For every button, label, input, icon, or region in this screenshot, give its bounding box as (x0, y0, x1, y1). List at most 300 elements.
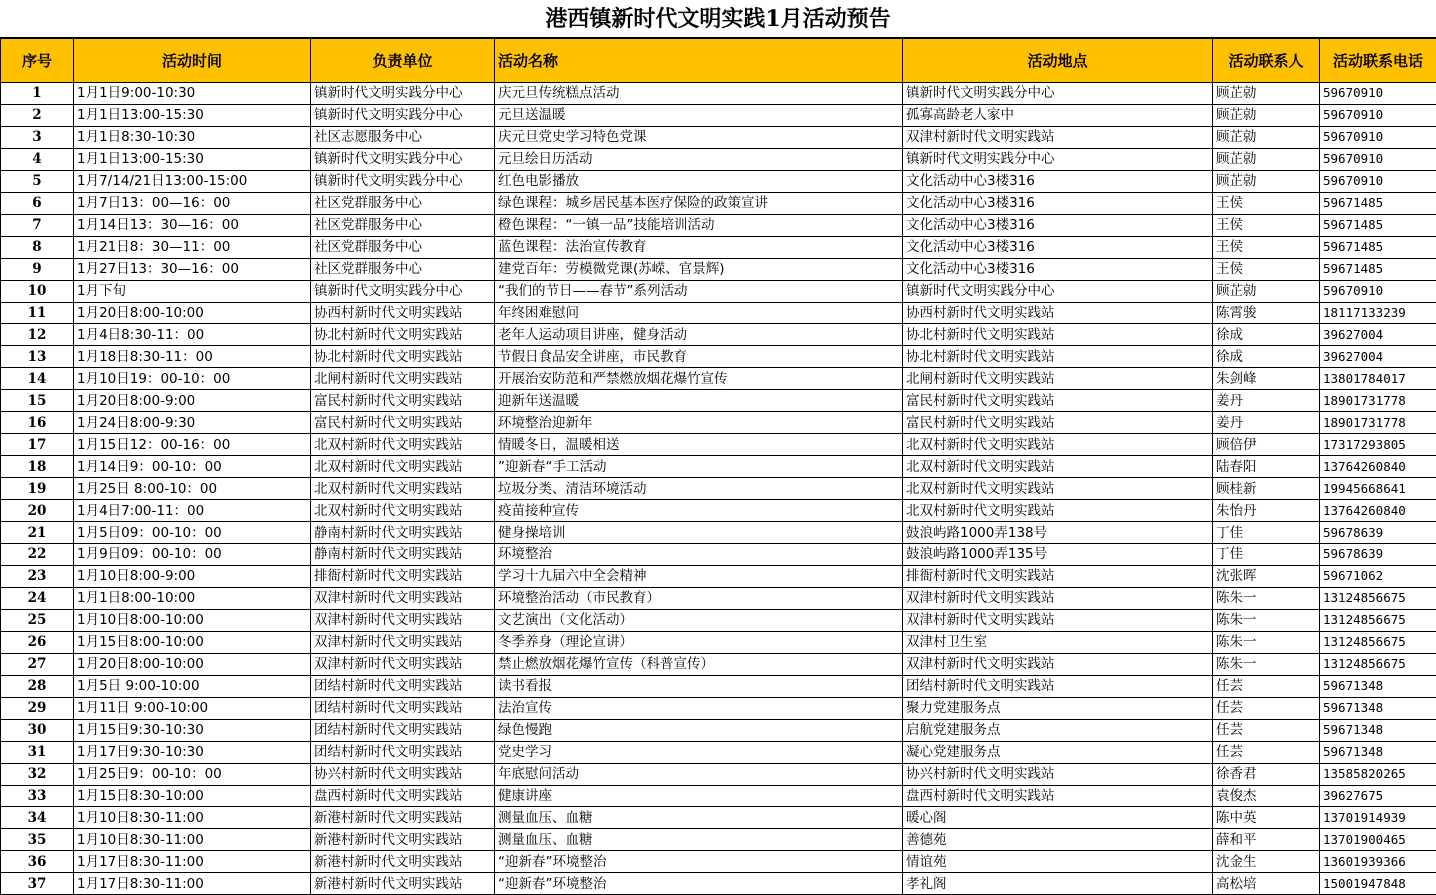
row-index-cell[interactable]: 4 (1, 148, 74, 170)
activity-location-cell[interactable]: 镇新时代文明实践分中心 (903, 280, 1213, 302)
activity-table (0, 38, 1436, 895)
activity-time-cell[interactable]: 1月25日 8:00-10：00 (74, 478, 311, 500)
contact-phone-cell[interactable]: 13701900465 (1320, 829, 1436, 851)
contact-person-cell[interactable]: 丁佳 (1213, 522, 1320, 544)
activity-time-cell[interactable]: 1月20日8:00-9:00 (74, 390, 311, 412)
activity-location-cell[interactable]: 文化活动中心3楼316 (903, 236, 1213, 258)
activity-time-cell[interactable]: 1月14日13：30—16：00 (74, 214, 311, 236)
contact-person-cell[interactable]: 顾芷勍 (1213, 170, 1320, 192)
responsible-unit-cell[interactable]: 北双村新时代文明实践站 (311, 500, 495, 522)
contact-person-cell[interactable]: 任芸 (1213, 697, 1320, 719)
row-index-cell[interactable]: 19 (1, 478, 74, 500)
contact-person-cell[interactable]: 任芸 (1213, 719, 1320, 741)
activity-location-cell[interactable]: 团结村新时代文明实践站 (903, 675, 1213, 697)
activity-location-cell[interactable]: 双津村新时代文明实践站 (903, 609, 1213, 631)
table-row (1, 324, 1436, 346)
contact-phone-cell[interactable]: 59671348 (1320, 697, 1436, 719)
activity-location-cell[interactable]: 双津村新时代文明实践站 (903, 587, 1213, 609)
activity-time-cell[interactable]: 1月1日8:30-10:30 (74, 126, 311, 148)
row-index-cell[interactable]: 15 (1, 390, 74, 412)
activity-location-cell[interactable]: 鼓浪屿路1000弄135号 (903, 544, 1213, 566)
activity-name-cell[interactable]: 蓝色课程：法治宣传教育 (495, 236, 903, 258)
row-index-cell[interactable]: 21 (1, 522, 74, 544)
contact-phone-cell[interactable]: 59670910 (1320, 104, 1436, 126)
activity-time-cell[interactable]: 1月17日9:30-10:30 (74, 741, 311, 763)
responsible-unit-cell[interactable]: 双津村新时代文明实践站 (311, 653, 495, 675)
activity-location-cell[interactable]: 文化活动中心3楼316 (903, 258, 1213, 280)
responsible-unit-cell[interactable]: 富民村新时代文明实践站 (311, 390, 495, 412)
contact-phone-cell[interactable]: 39627004 (1320, 324, 1436, 346)
activity-time-cell[interactable]: 1月5日 9:00-10:00 (74, 675, 311, 697)
contact-person-cell[interactable]: 陆春阳 (1213, 456, 1320, 478)
activity-name-cell[interactable]: 健身操培训 (495, 522, 903, 544)
activity-location-cell[interactable]: 启航党建服务点 (903, 719, 1213, 741)
responsible-unit-cell[interactable]: 社区志愿服务中心 (311, 126, 495, 148)
contact-person-cell[interactable]: 顾桂新 (1213, 478, 1320, 500)
contact-phone-cell[interactable]: 13801784017 (1320, 368, 1436, 390)
row-index-cell[interactable]: 2 (1, 104, 74, 126)
table-row (1, 500, 1436, 522)
activity-location-cell[interactable]: 文化活动中心3楼316 (903, 192, 1213, 214)
contact-person-cell[interactable]: 顾芷勍 (1213, 126, 1320, 148)
activity-name-cell[interactable]: 庆元旦党史学习特色党课 (495, 126, 903, 148)
responsible-unit-cell[interactable]: 双津村新时代文明实践站 (311, 631, 495, 653)
contact-phone-cell[interactable]: 18901731778 (1320, 390, 1436, 412)
table-row (1, 302, 1436, 324)
contact-phone-cell[interactable]: 13585820265 (1320, 763, 1436, 785)
contact-person-cell[interactable]: 朱怡丹 (1213, 500, 1320, 522)
contact-person-cell[interactable]: 顾芷勍 (1213, 83, 1320, 105)
activity-name-cell[interactable]: 党史学习 (495, 741, 903, 763)
row-index-cell[interactable]: 13 (1, 346, 74, 368)
row-index-cell[interactable]: 18 (1, 456, 74, 478)
contact-person-cell[interactable]: 姜丹 (1213, 412, 1320, 434)
table-row (1, 258, 1436, 280)
contact-phone-cell[interactable]: 17317293805 (1320, 434, 1436, 456)
activity-location-cell[interactable]: 北双村新时代文明实践站 (903, 434, 1213, 456)
activity-name-cell[interactable]: 庆元旦传统糕点活动 (495, 83, 903, 105)
contact-person-cell[interactable]: 袁俊杰 (1213, 785, 1320, 807)
activity-time-cell[interactable]: 1月27日13：30—16：00 (74, 258, 311, 280)
contact-phone-cell[interactable]: 59670910 (1320, 83, 1436, 105)
activity-time-cell[interactable]: 1月10日8:30-11:00 (74, 807, 311, 829)
activity-location-cell[interactable]: 北双村新时代文明实践站 (903, 478, 1213, 500)
responsible-unit-cell[interactable]: 新港村新时代文明实践站 (311, 807, 495, 829)
activity-location-cell[interactable]: 凝心党建服务点 (903, 741, 1213, 763)
activity-time-cell[interactable]: 1月20日8:00-10:00 (74, 302, 311, 324)
contact-phone-cell[interactable]: 59671485 (1320, 236, 1436, 258)
activity-time-cell[interactable]: 1月10日19：00-10：00 (74, 368, 311, 390)
responsible-unit-cell[interactable]: 协北村新时代文明实践站 (311, 346, 495, 368)
contact-person-cell[interactable]: 沈金生 (1213, 851, 1320, 873)
responsible-unit-cell[interactable]: 社区党群服务中心 (311, 258, 495, 280)
responsible-unit-cell[interactable]: 团结村新时代文明实践站 (311, 719, 495, 741)
activity-time-cell[interactable]: 1月4日7:00-11：00 (74, 500, 311, 522)
activity-location-cell[interactable]: 鼓浪屿路1000弄138号 (903, 522, 1213, 544)
activity-location-cell[interactable]: 双津村新时代文明实践站 (903, 126, 1213, 148)
activity-name-cell[interactable]: 红色电影播放 (495, 170, 903, 192)
table-row (1, 456, 1436, 478)
activity-name-cell[interactable]: 学习十九届六中全会精神 (495, 565, 903, 587)
activity-time-cell[interactable]: 1月11日 9:00-10:00 (74, 697, 311, 719)
row-index-cell[interactable]: 20 (1, 500, 74, 522)
table-row (1, 763, 1436, 785)
responsible-unit-cell[interactable]: 团结村新时代文明实践站 (311, 675, 495, 697)
responsible-unit-cell[interactable]: 镇新时代文明实践分中心 (311, 83, 495, 105)
contact-person-cell[interactable]: 高松培 (1213, 873, 1320, 895)
table-row (1, 653, 1436, 675)
contact-person-cell[interactable]: 王侯 (1213, 192, 1320, 214)
activity-location-cell[interactable]: 协西村新时代文明实践站 (903, 302, 1213, 324)
activity-time-cell[interactable]: 1月5日09：00-10：00 (74, 522, 311, 544)
activity-location-cell[interactable]: 北闸村新时代文明实践站 (903, 368, 1213, 390)
contact-person-cell[interactable]: 顾芷勍 (1213, 280, 1320, 302)
activity-location-cell[interactable]: 富民村新时代文明实践站 (903, 412, 1213, 434)
contact-person-cell[interactable]: 王侯 (1213, 258, 1320, 280)
activity-time-cell[interactable]: 1月17日8:30-11:00 (74, 851, 311, 873)
row-index-cell[interactable]: 8 (1, 236, 74, 258)
activity-time-cell[interactable]: 1月21日8：30—11：00 (74, 236, 311, 258)
table-body (1, 83, 1436, 895)
contact-phone-cell[interactable]: 18117133239 (1320, 302, 1436, 324)
table-row (1, 719, 1436, 741)
row-index-cell[interactable]: 25 (1, 609, 74, 631)
activity-name-cell[interactable]: 测量血压、血糖 (495, 829, 903, 851)
row-index-cell[interactable]: 26 (1, 631, 74, 653)
table-row (1, 807, 1436, 829)
activity-time-cell[interactable]: 1月1日13:00-15:30 (74, 104, 311, 126)
contact-phone-cell[interactable]: 39627004 (1320, 346, 1436, 368)
row-index-cell[interactable]: 5 (1, 170, 74, 192)
contact-person-cell[interactable]: 徐成 (1213, 346, 1320, 368)
row-index-cell[interactable]: 3 (1, 126, 74, 148)
contact-person-cell[interactable]: 朱剑峰 (1213, 368, 1320, 390)
contact-person-cell[interactable]: 徐成 (1213, 324, 1320, 346)
table-row (1, 478, 1436, 500)
contact-person-cell[interactable]: 陈中英 (1213, 807, 1320, 829)
activity-name-cell[interactable]: 环境整治活动（市民教育） (495, 587, 903, 609)
responsible-unit-cell[interactable]: 协兴村新时代文明实践站 (311, 763, 495, 785)
row-index-cell[interactable]: 17 (1, 434, 74, 456)
col-header-location[interactable]: 活动地点 (903, 39, 1213, 83)
row-index-cell[interactable]: 7 (1, 214, 74, 236)
table-row (1, 346, 1436, 368)
contact-person-cell[interactable]: 任芸 (1213, 741, 1320, 763)
responsible-unit-cell[interactable]: 镇新时代文明实践分中心 (311, 280, 495, 302)
responsible-unit-cell[interactable]: 镇新时代文明实践分中心 (311, 104, 495, 126)
contact-phone-cell[interactable]: 13124856675 (1320, 631, 1436, 653)
activity-time-cell[interactable]: 1月10日8:30-11:00 (74, 829, 311, 851)
table-row (1, 368, 1436, 390)
activity-time-cell[interactable]: 1月1日13:00-15:30 (74, 148, 311, 170)
table-row (1, 829, 1436, 851)
contact-phone-cell[interactable]: 59671348 (1320, 741, 1436, 763)
activity-name-cell[interactable]: 元旦送温暖 (495, 104, 903, 126)
activity-name-cell[interactable]: 垃圾分类、清洁环境活动 (495, 478, 903, 500)
activity-time-cell[interactable]: 1月17日8:30-11:00 (74, 873, 311, 895)
responsible-unit-cell[interactable]: 镇新时代文明实践分中心 (311, 170, 495, 192)
contact-person-cell[interactable]: 陈朱一 (1213, 609, 1320, 631)
contact-person-cell[interactable]: 王侯 (1213, 236, 1320, 258)
activity-name-cell[interactable]: 冬季养身（理论宣讲） (495, 631, 903, 653)
activity-name-cell[interactable]: 迎新年送温暖 (495, 390, 903, 412)
activity-time-cell[interactable]: 1月24日8:00-9:30 (74, 412, 311, 434)
responsible-unit-cell[interactable]: 团结村新时代文明实践站 (311, 697, 495, 719)
table-row (1, 609, 1436, 631)
activity-location-cell[interactable]: 协北村新时代文明实践站 (903, 324, 1213, 346)
contact-phone-cell[interactable]: 13764260840 (1320, 500, 1436, 522)
row-index-cell[interactable]: 14 (1, 368, 74, 390)
activity-time-cell[interactable]: 1月4日8:30-11：00 (74, 324, 311, 346)
activity-location-cell[interactable]: 孝礼阁 (903, 873, 1213, 895)
contact-phone-cell[interactable]: 59670910 (1320, 126, 1436, 148)
activity-name-cell[interactable]: 禁止燃放烟花爆竹宣传（科普宣传） (495, 653, 903, 675)
activity-name-cell[interactable]: 绿色课程：城乡居民基本医疗保险的政策宣讲 (495, 192, 903, 214)
activity-name-cell[interactable]: 环境整治迎新年 (495, 412, 903, 434)
activity-time-cell[interactable]: 1月10日8:00-9:00 (74, 565, 311, 587)
responsible-unit-cell[interactable]: 社区党群服务中心 (311, 214, 495, 236)
activity-time-cell[interactable]: 1月15日9:30-10:30 (74, 719, 311, 741)
responsible-unit-cell[interactable]: 团结村新时代文明实践站 (311, 741, 495, 763)
responsible-unit-cell[interactable]: 新港村新时代文明实践站 (311, 873, 495, 895)
activity-location-cell[interactable]: 双津村新时代文明实践站 (903, 653, 1213, 675)
activity-time-cell[interactable]: 1月1日9:00-10:30 (74, 83, 311, 105)
activity-name-cell[interactable]: “我们的节日——春节”系列活动 (495, 280, 903, 302)
sheet-title: 港西镇新时代文明实践1月活动预告 (0, 0, 1436, 38)
table-row (1, 675, 1436, 697)
responsible-unit-cell[interactable]: 协北村新时代文明实践站 (311, 324, 495, 346)
responsible-unit-cell[interactable]: 镇新时代文明实践分中心 (311, 148, 495, 170)
table-row (1, 697, 1436, 719)
activity-time-cell[interactable]: 1月14日9：00-10：00 (74, 456, 311, 478)
activity-time-cell[interactable]: 1月9日09：00-10：00 (74, 544, 311, 566)
activity-name-cell[interactable]: “迎新春”环境整治 (495, 851, 903, 873)
activity-time-cell[interactable]: 1月25日9：00-10：00 (74, 763, 311, 785)
contact-person-cell[interactable]: 丁佳 (1213, 544, 1320, 566)
col-header-time[interactable]: 活动时间 (74, 39, 311, 83)
row-index-cell[interactable]: 1 (1, 83, 74, 105)
row-index-cell[interactable]: 12 (1, 324, 74, 346)
activity-location-cell[interactable]: 暖心阁 (903, 807, 1213, 829)
activity-location-cell[interactable]: 盘西村新时代文明实践站 (903, 785, 1213, 807)
contact-person-cell[interactable]: 薛和平 (1213, 829, 1320, 851)
activity-name-cell[interactable]: 绿色慢跑 (495, 719, 903, 741)
activity-time-cell[interactable]: 1月15日8:00-10:00 (74, 631, 311, 653)
responsible-unit-cell[interactable]: 排衙村新时代文明实践站 (311, 565, 495, 587)
activity-time-cell[interactable]: 1月18日8:30-11：00 (74, 346, 311, 368)
responsible-unit-cell[interactable]: 北双村新时代文明实践站 (311, 456, 495, 478)
activity-location-cell[interactable]: 协兴村新时代文明实践站 (903, 763, 1213, 785)
activity-location-cell[interactable]: 排衙村新时代文明实践站 (903, 565, 1213, 587)
responsible-unit-cell[interactable]: 静南村新时代文明实践站 (311, 544, 495, 566)
header-row (1, 39, 1436, 83)
contact-person-cell[interactable]: 陈霄骏 (1213, 302, 1320, 324)
row-index-cell[interactable]: 36 (1, 851, 74, 873)
activity-location-cell[interactable]: 镇新时代文明实践分中心 (903, 148, 1213, 170)
contact-person-cell[interactable]: 顾芷勍 (1213, 148, 1320, 170)
activity-name-cell[interactable]: 文艺演出（文化活动） (495, 609, 903, 631)
contact-phone-cell[interactable]: 59678639 (1320, 522, 1436, 544)
activity-time-cell[interactable]: 1月7日13：00—16：00 (74, 192, 311, 214)
responsible-unit-cell[interactable]: 社区党群服务中心 (311, 236, 495, 258)
activity-name-cell[interactable]: 测量血压、血糖 (495, 807, 903, 829)
activity-time-cell[interactable]: 1月7/14/21日13:00-15:00 (74, 170, 311, 192)
contact-phone-cell[interactable]: 59670910 (1320, 170, 1436, 192)
activity-time-cell[interactable]: 1月15日12：00-16：00 (74, 434, 311, 456)
table-row (1, 873, 1436, 895)
responsible-unit-cell[interactable]: 盘西村新时代文明实践站 (311, 785, 495, 807)
contact-phone-cell[interactable]: 13764260840 (1320, 456, 1436, 478)
contact-person-cell[interactable]: 沈张晖 (1213, 565, 1320, 587)
responsible-unit-cell[interactable]: 双津村新时代文明实践站 (311, 609, 495, 631)
row-index-cell[interactable]: 10 (1, 280, 74, 302)
table-row (1, 434, 1436, 456)
contact-person-cell[interactable]: 姜丹 (1213, 390, 1320, 412)
activity-name-cell[interactable]: 建党百年：劳模微党课(苏嵘、官景辉) (495, 258, 903, 280)
row-index-cell[interactable]: 31 (1, 741, 74, 763)
table-row (1, 236, 1436, 258)
contact-phone-cell[interactable]: 59671348 (1320, 719, 1436, 741)
activity-name-cell[interactable]: 疫苗接种宣传 (495, 500, 903, 522)
responsible-unit-cell[interactable]: 静南村新时代文明实践站 (311, 522, 495, 544)
table-row (1, 544, 1436, 566)
row-index-cell[interactable]: 6 (1, 192, 74, 214)
col-header-activity[interactable]: 活动名称 (495, 39, 903, 83)
activity-location-cell[interactable]: 善德苑 (903, 829, 1213, 851)
activity-name-cell[interactable]: 法治宣传 (495, 697, 903, 719)
table-row (1, 390, 1436, 412)
row-index-cell[interactable]: 32 (1, 763, 74, 785)
activity-name-cell[interactable]: 橙色课程：“一镇一品”技能培训活动 (495, 214, 903, 236)
responsible-unit-cell[interactable]: 新港村新时代文明实践站 (311, 851, 495, 873)
col-header-index[interactable]: 序号 (1, 39, 74, 83)
contact-phone-cell[interactable]: 19945668641 (1320, 478, 1436, 500)
row-index-cell[interactable]: 16 (1, 412, 74, 434)
row-index-cell[interactable]: 27 (1, 653, 74, 675)
activity-name-cell[interactable]: 节假日食品安全讲座，市民教育 (495, 346, 903, 368)
activity-name-cell[interactable]: 开展治安防范和严禁燃放烟花爆竹宣传 (495, 368, 903, 390)
contact-phone-cell[interactable]: 59671062 (1320, 565, 1436, 587)
contact-phone-cell[interactable]: 59671485 (1320, 192, 1436, 214)
activity-time-cell[interactable]: 1月下旬 (74, 280, 311, 302)
row-index-cell[interactable]: 34 (1, 807, 74, 829)
table-row (1, 170, 1436, 192)
contact-person-cell[interactable]: 陈朱一 (1213, 631, 1320, 653)
row-index-cell[interactable]: 35 (1, 829, 74, 851)
responsible-unit-cell[interactable]: 社区党群服务中心 (311, 192, 495, 214)
col-header-unit[interactable]: 负责单位 (311, 39, 495, 83)
contact-person-cell[interactable]: 王侯 (1213, 214, 1320, 236)
row-index-cell[interactable]: 29 (1, 697, 74, 719)
contact-phone-cell[interactable]: 59678639 (1320, 544, 1436, 566)
table-row (1, 126, 1436, 148)
row-index-cell[interactable]: 23 (1, 565, 74, 587)
activity-location-cell[interactable]: 北双村新时代文明实践站 (903, 456, 1213, 478)
activity-name-cell[interactable]: 元旦绘日历活动 (495, 148, 903, 170)
activity-time-cell[interactable]: 1月1日8:00-10:00 (74, 587, 311, 609)
contact-person-cell[interactable]: 顾芷勍 (1213, 104, 1320, 126)
contact-phone-cell[interactable]: 15001947848 (1320, 873, 1436, 895)
table-row (1, 192, 1436, 214)
activity-name-cell[interactable]: 年终困难慰问 (495, 302, 903, 324)
contact-phone-cell[interactable]: 59670910 (1320, 280, 1436, 302)
row-index-cell[interactable]: 33 (1, 785, 74, 807)
responsible-unit-cell[interactable]: 北双村新时代文明实践站 (311, 434, 495, 456)
table-row (1, 412, 1436, 434)
responsible-unit-cell[interactable]: 富民村新时代文明实践站 (311, 412, 495, 434)
activity-name-cell[interactable]: 健康讲座 (495, 785, 903, 807)
activity-location-cell[interactable]: 镇新时代文明实践分中心 (903, 83, 1213, 105)
contact-phone-cell[interactable]: 13124856675 (1320, 609, 1436, 631)
responsible-unit-cell[interactable]: 北双村新时代文明实践站 (311, 478, 495, 500)
activity-time-cell[interactable]: 1月15日8:30-10:00 (74, 785, 311, 807)
activity-name-cell[interactable]: 年底慰问活动 (495, 763, 903, 785)
activity-name-cell[interactable]: “迎新春”环境整治 (495, 873, 903, 895)
activity-time-cell[interactable]: 1月20日8:00-10:00 (74, 653, 311, 675)
contact-person-cell[interactable]: 徐香君 (1213, 763, 1320, 785)
contact-phone-cell[interactable]: 59671348 (1320, 675, 1436, 697)
contact-phone-cell[interactable]: 13124856675 (1320, 653, 1436, 675)
activity-location-cell[interactable]: 协北村新时代文明实践站 (903, 346, 1213, 368)
activity-location-cell[interactable]: 双津村卫生室 (903, 631, 1213, 653)
activity-location-cell[interactable]: 聚力党建服务点 (903, 697, 1213, 719)
col-header-contact[interactable]: 活动联系人 (1213, 39, 1320, 83)
contact-person-cell[interactable]: 陈朱一 (1213, 587, 1320, 609)
col-header-phone[interactable]: 活动联系电话 (1320, 39, 1436, 83)
row-index-cell[interactable]: 37 (1, 873, 74, 895)
contact-person-cell[interactable]: 任芸 (1213, 675, 1320, 697)
activity-location-cell[interactable]: 文化活动中心3楼316 (903, 214, 1213, 236)
contact-phone-cell[interactable]: 39627675 (1320, 785, 1436, 807)
responsible-unit-cell[interactable]: 双津村新时代文明实践站 (311, 587, 495, 609)
activity-location-cell[interactable]: 富民村新时代文明实践站 (903, 390, 1213, 412)
activity-name-cell[interactable]: ”迎新春“手工活动 (495, 456, 903, 478)
contact-phone-cell[interactable]: 18901731778 (1320, 412, 1436, 434)
contact-person-cell[interactable]: 陈朱一 (1213, 653, 1320, 675)
activity-location-cell[interactable]: 孤寡高龄老人家中 (903, 104, 1213, 126)
contact-phone-cell[interactable]: 13601939366 (1320, 851, 1436, 873)
activity-location-cell[interactable]: 北双村新时代文明实践站 (903, 500, 1213, 522)
row-index-cell[interactable]: 9 (1, 258, 74, 280)
table-row (1, 741, 1436, 763)
activity-location-cell[interactable]: 情谊苑 (903, 851, 1213, 873)
responsible-unit-cell[interactable]: 新港村新时代文明实践站 (311, 829, 495, 851)
row-index-cell[interactable]: 11 (1, 302, 74, 324)
activity-location-cell[interactable]: 文化活动中心3楼316 (903, 170, 1213, 192)
row-index-cell[interactable]: 30 (1, 719, 74, 741)
activity-name-cell[interactable]: 读书看报 (495, 675, 903, 697)
activity-name-cell[interactable]: 情暖冬日，温暖相送 (495, 434, 903, 456)
table-row (1, 587, 1436, 609)
responsible-unit-cell[interactable]: 北闸村新时代文明实践站 (311, 368, 495, 390)
table-row (1, 148, 1436, 170)
row-index-cell[interactable]: 22 (1, 544, 74, 566)
row-index-cell[interactable]: 28 (1, 675, 74, 697)
activity-time-cell[interactable]: 1月10日8:00-10:00 (74, 609, 311, 631)
table-row (1, 851, 1436, 873)
responsible-unit-cell[interactable]: 协西村新时代文明实践站 (311, 302, 495, 324)
contact-phone-cell[interactable]: 59671485 (1320, 214, 1436, 236)
activity-name-cell[interactable]: 环境整治 (495, 544, 903, 566)
contact-phone-cell[interactable]: 13701914939 (1320, 807, 1436, 829)
contact-phone-cell[interactable]: 59671485 (1320, 258, 1436, 280)
contact-phone-cell[interactable]: 59670910 (1320, 148, 1436, 170)
contact-person-cell[interactable]: 顾倍伊 (1213, 434, 1320, 456)
activity-name-cell[interactable]: 老年人运动项目讲座，健身活动 (495, 324, 903, 346)
contact-phone-cell[interactable]: 13124856675 (1320, 587, 1436, 609)
row-index-cell[interactable]: 24 (1, 587, 74, 609)
table-row (1, 785, 1436, 807)
